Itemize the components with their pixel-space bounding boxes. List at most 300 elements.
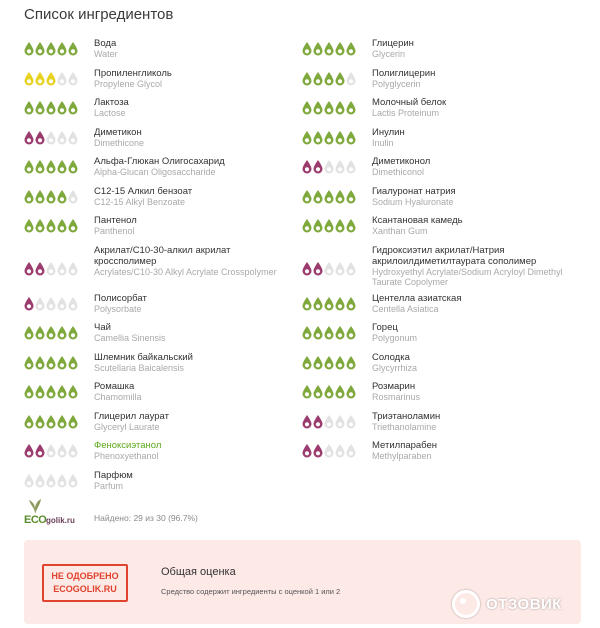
rating-drops bbox=[302, 262, 372, 276]
ingredient-row[interactable] bbox=[24, 127, 294, 157]
rating-drops bbox=[302, 156, 372, 178]
ingredient-name-lat: Polyglycerin bbox=[372, 78, 421, 89]
ingredient-row[interactable] bbox=[24, 293, 294, 323]
drop-filled-icon bbox=[35, 326, 45, 340]
ingredient-row[interactable] bbox=[24, 156, 294, 186]
ingredient-name-lat: Glycerin bbox=[372, 49, 406, 59]
ingredient-name-ru: Триэтаноламин bbox=[372, 410, 441, 422]
ingredient-row[interactable] bbox=[302, 97, 592, 127]
drop-filled-icon bbox=[57, 356, 67, 370]
drop-empty-icon bbox=[346, 72, 356, 86]
ingredient-names bbox=[94, 381, 142, 402]
ingredient-names bbox=[94, 156, 225, 177]
drop-filled-icon bbox=[302, 131, 312, 145]
drop-empty-icon bbox=[346, 160, 356, 174]
ingredient-name-lat: Parfum bbox=[94, 480, 124, 491]
ingredient-name-lat: Dimethiconol bbox=[372, 167, 425, 177]
drop-filled-icon bbox=[35, 190, 45, 204]
drop-filled-icon bbox=[24, 326, 34, 340]
ecogolik-logo[interactable] bbox=[24, 506, 80, 530]
ingredient-name-lat: Methylparaben bbox=[372, 451, 432, 461]
ingredient-row[interactable] bbox=[302, 440, 592, 470]
ingredient-name-lat: Xanthan Gum bbox=[372, 226, 428, 236]
ingredient-name-lat: Lactose bbox=[94, 108, 126, 118]
ingredient-names bbox=[372, 186, 456, 207]
drop-filled-icon bbox=[46, 356, 56, 370]
drop-empty-icon bbox=[346, 444, 356, 458]
drop-filled-icon bbox=[68, 160, 78, 174]
ingredient-name-lat: Scutellaria Baicalensis bbox=[94, 362, 185, 373]
drop-filled-icon bbox=[57, 219, 67, 233]
drop-filled-icon bbox=[35, 72, 45, 86]
drop-filled-icon bbox=[24, 131, 34, 145]
ingredient-names bbox=[372, 440, 437, 461]
ingredient-name-lat: Lactis Proteinum bbox=[372, 108, 440, 118]
ingredient-names bbox=[94, 127, 144, 148]
drop-empty-icon bbox=[68, 72, 78, 86]
rating-drops bbox=[24, 68, 94, 90]
ingredient-row[interactable] bbox=[24, 470, 294, 500]
drop-empty-icon bbox=[335, 415, 345, 429]
drop-filled-icon bbox=[46, 101, 56, 115]
drop-filled-icon bbox=[313, 101, 323, 115]
ingredient-name-lat: Dimethicone bbox=[94, 137, 145, 148]
drop-filled-icon bbox=[57, 326, 67, 340]
drop-filled-icon bbox=[335, 219, 345, 233]
drop-filled-icon bbox=[35, 444, 45, 458]
rating-drops bbox=[302, 127, 372, 149]
drop-filled-icon bbox=[313, 356, 323, 370]
drop-filled-icon bbox=[46, 42, 56, 56]
drop-empty-icon bbox=[57, 72, 67, 86]
stamp-line1: НЕ ОДОБРЕНО bbox=[51, 571, 119, 581]
drop-empty-icon bbox=[68, 131, 78, 145]
ingredient-row[interactable] bbox=[302, 127, 592, 157]
ingredient-name-ru: C12-15 Алкил бензоат bbox=[94, 185, 193, 197]
drop-empty-icon bbox=[46, 131, 56, 145]
otzovik-logo-icon bbox=[452, 590, 480, 618]
ingredient-row[interactable] bbox=[302, 245, 592, 293]
ingredient-name-ru: Чай bbox=[94, 322, 111, 333]
ingredient-names bbox=[94, 186, 192, 207]
drop-filled-icon bbox=[335, 42, 345, 56]
ingredient-name-ru: Пропиленгликоль bbox=[94, 67, 172, 79]
drop-filled-icon bbox=[46, 72, 56, 86]
drop-filled-icon bbox=[335, 101, 345, 115]
ingredient-name-lat: Glycyrrhiza bbox=[372, 362, 418, 373]
drop-empty-icon bbox=[57, 131, 67, 145]
drop-filled-icon bbox=[68, 42, 78, 56]
drop-filled-icon bbox=[35, 219, 45, 233]
drop-empty-icon bbox=[46, 444, 56, 458]
ingredient-name-lat: Sodium Hyaluronate bbox=[372, 196, 454, 207]
ingredient-row[interactable] bbox=[302, 352, 592, 382]
ingredient-name-lat: Polysorbate bbox=[94, 303, 142, 314]
ingredient-name-lat: Propylene Glycol bbox=[94, 78, 163, 89]
drop-filled-icon bbox=[335, 326, 345, 340]
drop-filled-icon bbox=[302, 190, 312, 204]
ingredient-row[interactable] bbox=[302, 68, 592, 98]
ingredient-name-lat: Inulin bbox=[372, 137, 394, 148]
rating-drops bbox=[24, 156, 94, 178]
drop-empty-icon bbox=[68, 297, 78, 311]
drop-filled-icon bbox=[324, 101, 334, 115]
drop-filled-icon bbox=[24, 262, 34, 276]
rating-drops bbox=[24, 127, 94, 149]
drop-filled-icon bbox=[313, 444, 323, 458]
ingredient-names bbox=[372, 156, 430, 177]
drop-filled-icon bbox=[68, 326, 78, 340]
ingredient-name-ru: Вода bbox=[94, 38, 117, 49]
drop-filled-icon bbox=[313, 131, 323, 145]
ingredient-names bbox=[372, 215, 463, 236]
ingredient-name-ru: Ромашка bbox=[94, 381, 135, 392]
ingredient-row[interactable] bbox=[24, 215, 294, 245]
drop-filled-icon bbox=[324, 356, 334, 370]
ingredient-row[interactable] bbox=[302, 322, 592, 352]
drop-filled-icon bbox=[302, 444, 312, 458]
drop-filled-icon bbox=[35, 42, 45, 56]
drop-filled-icon bbox=[346, 42, 356, 56]
drop-filled-icon bbox=[313, 415, 323, 429]
ingredient-names bbox=[94, 215, 137, 236]
drop-filled-icon bbox=[302, 326, 312, 340]
ingredient-name-ru: Глицерин bbox=[372, 38, 414, 49]
rating-drops bbox=[24, 215, 94, 237]
drop-empty-icon bbox=[335, 262, 345, 276]
rating-drops bbox=[24, 38, 94, 60]
drop-filled-icon bbox=[24, 42, 34, 56]
drop-filled-icon bbox=[46, 385, 56, 399]
ingredient-name-lat: Hydroxyethyl Acrylate/Sodium Acryloyl Dimethyl Taurate Copolymer bbox=[372, 266, 563, 287]
drop-filled-icon bbox=[313, 219, 323, 233]
drop-filled-icon bbox=[302, 415, 312, 429]
drop-empty-icon bbox=[324, 160, 334, 174]
rating-drops bbox=[24, 186, 94, 208]
drop-filled-icon bbox=[346, 326, 356, 340]
drop-filled-icon bbox=[46, 160, 56, 174]
ingredient-name-ru: Альфа-Глюкан Олигосахарид bbox=[94, 156, 225, 167]
drop-filled-icon bbox=[346, 101, 356, 115]
ingredient-names bbox=[94, 470, 133, 491]
ingredient-name-ru: Инулин bbox=[372, 126, 405, 138]
ingredient-name-lat: Alpha-Glucan Oligosaccharide bbox=[94, 167, 216, 177]
drop-filled-icon bbox=[68, 219, 78, 233]
ingredient-name-lat: Polygonum bbox=[372, 333, 418, 343]
drop-filled-icon bbox=[302, 385, 312, 399]
ingredient-names bbox=[372, 322, 417, 343]
drop-filled-icon bbox=[335, 385, 345, 399]
ingredient-name-ru: Полиглицерин bbox=[372, 67, 436, 79]
rating-drops bbox=[24, 381, 94, 403]
rating-drops bbox=[302, 440, 372, 462]
drop-filled-icon bbox=[35, 385, 45, 399]
ingredient-name-ru: Шлемник байкальский bbox=[94, 351, 193, 363]
ingredient-name-ru: Акрилат/C10-30-алкил акрилат кроссполимер bbox=[94, 244, 231, 267]
drop-filled-icon bbox=[313, 190, 323, 204]
ingredient-names bbox=[372, 411, 440, 432]
rating-drops bbox=[24, 352, 94, 374]
drop-filled-icon bbox=[313, 326, 323, 340]
drop-filled-icon bbox=[324, 297, 334, 311]
drop-filled-icon bbox=[324, 131, 334, 145]
ingredient-name-ru: Центелла азиатская bbox=[372, 292, 462, 304]
ingredient-row[interactable] bbox=[24, 440, 294, 470]
rating-drops bbox=[24, 322, 94, 344]
ingredient-name-ru: Феноксиэтанол bbox=[94, 440, 162, 451]
drop-empty-icon bbox=[24, 474, 34, 488]
found-summary bbox=[24, 506, 198, 530]
drop-filled-icon bbox=[35, 356, 45, 370]
stamp-line2: ECOGOLIK.RU bbox=[53, 584, 117, 594]
leaf-icon bbox=[28, 498, 42, 514]
rating-drops bbox=[24, 411, 94, 433]
rating-drops bbox=[24, 97, 94, 119]
ingredient-name-lat: Panthenol bbox=[94, 226, 135, 236]
drop-empty-icon bbox=[68, 474, 78, 488]
ingredient-name-ru: Гидроксиэтил акрилат/Натрия акрилоилдиметилтаурата сополимер bbox=[372, 244, 537, 267]
ingredient-name-ru: Лактоза bbox=[94, 97, 129, 108]
drop-filled-icon bbox=[313, 385, 323, 399]
drop-filled-icon bbox=[35, 160, 45, 174]
found-text: Найдено: 29 из 30 (96.7%) bbox=[94, 513, 198, 523]
ingredient-name-ru: Солодка bbox=[372, 351, 410, 363]
drop-filled-icon bbox=[68, 101, 78, 115]
rating-drops bbox=[24, 262, 94, 276]
rating-drops bbox=[24, 470, 94, 492]
rating-drops bbox=[302, 322, 372, 344]
drop-filled-icon bbox=[324, 219, 334, 233]
ingredient-row[interactable] bbox=[24, 322, 294, 352]
rating-drops bbox=[302, 68, 372, 90]
drop-filled-icon bbox=[24, 101, 34, 115]
drop-filled-icon bbox=[35, 415, 45, 429]
ingredient-name-lat: Acrylates/C10-30 Alkyl Acrylate Crosspolymer bbox=[94, 266, 277, 277]
drop-filled-icon bbox=[302, 72, 312, 86]
ingredient-row[interactable] bbox=[302, 156, 592, 186]
drop-filled-icon bbox=[313, 160, 323, 174]
drop-filled-icon bbox=[24, 72, 34, 86]
ingredient-names bbox=[94, 38, 118, 59]
drop-filled-icon bbox=[302, 219, 312, 233]
drop-filled-icon bbox=[57, 385, 67, 399]
ingredient-row[interactable] bbox=[302, 186, 592, 216]
ingredient-name-lat: Rosmarinus bbox=[372, 392, 421, 402]
drop-filled-icon bbox=[302, 101, 312, 115]
ingredient-name-ru: Розмарин bbox=[372, 381, 416, 392]
ingredient-name-lat: Phenoxyethanol bbox=[94, 451, 159, 461]
drop-filled-icon bbox=[57, 42, 67, 56]
drop-empty-icon bbox=[35, 297, 45, 311]
ingredient-name-lat: Water bbox=[94, 49, 118, 59]
drop-filled-icon bbox=[68, 356, 78, 370]
rating-drops bbox=[24, 293, 94, 315]
drop-empty-icon bbox=[57, 262, 67, 276]
ingredient-name-ru: Полисорбат bbox=[94, 292, 147, 304]
ingredient-name-ru: Глицерил лаурат bbox=[94, 410, 169, 422]
drop-filled-icon bbox=[24, 356, 34, 370]
ingredient-row[interactable] bbox=[24, 38, 294, 68]
drop-empty-icon bbox=[346, 415, 356, 429]
drop-filled-icon bbox=[324, 42, 334, 56]
ingredients-right-column bbox=[302, 38, 592, 470]
ingredient-row[interactable] bbox=[24, 186, 294, 216]
rating-drops bbox=[302, 215, 372, 237]
drop-filled-icon bbox=[335, 356, 345, 370]
ingredient-names bbox=[94, 411, 169, 432]
ingredient-names bbox=[372, 68, 435, 89]
ingredient-names bbox=[372, 293, 461, 314]
not-approved-stamp bbox=[42, 564, 128, 602]
drop-filled-icon bbox=[346, 131, 356, 145]
drop-empty-icon bbox=[68, 190, 78, 204]
drop-filled-icon bbox=[46, 219, 56, 233]
ingredient-names bbox=[94, 440, 161, 461]
ingredient-names bbox=[94, 352, 193, 373]
ingredient-row[interactable] bbox=[302, 215, 592, 245]
drop-filled-icon bbox=[335, 131, 345, 145]
ingredient-name-ru: Метилпарабен bbox=[372, 440, 438, 451]
ingredient-name-lat: C12-15 Alkyl Benzoate bbox=[94, 196, 186, 207]
drop-filled-icon bbox=[57, 190, 67, 204]
drop-filled-icon bbox=[335, 72, 345, 86]
drop-empty-icon bbox=[57, 474, 67, 488]
rating-drops bbox=[302, 38, 372, 60]
drop-filled-icon bbox=[324, 326, 334, 340]
ingredient-name-ru: Диметикон bbox=[94, 126, 142, 138]
drop-filled-icon bbox=[46, 326, 56, 340]
drop-empty-icon bbox=[35, 474, 45, 488]
drop-filled-icon bbox=[324, 385, 334, 399]
drop-filled-icon bbox=[68, 415, 78, 429]
ingredient-names bbox=[94, 245, 294, 277]
ingredient-name-ru: Горец bbox=[372, 322, 398, 333]
ingredients-left-column bbox=[24, 38, 294, 499]
drop-filled-icon bbox=[302, 262, 312, 276]
drop-empty-icon bbox=[324, 444, 334, 458]
ingredient-name-ru: Парфюм bbox=[94, 469, 133, 481]
ingredient-names bbox=[372, 127, 405, 148]
otzovik-watermark bbox=[452, 590, 562, 618]
overall-title: Общая оценка bbox=[161, 566, 236, 578]
drop-filled-icon bbox=[313, 72, 323, 86]
ingredient-name-lat: Centella Asiatica bbox=[372, 303, 439, 314]
ingredient-names bbox=[94, 293, 147, 314]
drop-empty-icon bbox=[57, 297, 67, 311]
drop-filled-icon bbox=[46, 415, 56, 429]
rating-drops bbox=[302, 97, 372, 119]
rating-drops bbox=[302, 186, 372, 208]
drop-empty-icon bbox=[335, 160, 345, 174]
ingredient-row[interactable] bbox=[24, 381, 294, 411]
ingredient-row[interactable] bbox=[302, 293, 592, 323]
drop-filled-icon bbox=[302, 160, 312, 174]
drop-empty-icon bbox=[46, 297, 56, 311]
ingredient-names bbox=[372, 381, 420, 402]
drop-filled-icon bbox=[24, 219, 34, 233]
drop-empty-icon bbox=[346, 262, 356, 276]
drop-empty-icon bbox=[46, 262, 56, 276]
ingredient-name-ru: Гиалуронат натрия bbox=[372, 185, 456, 197]
drop-filled-icon bbox=[346, 356, 356, 370]
drop-empty-icon bbox=[335, 444, 345, 458]
drop-filled-icon bbox=[346, 190, 356, 204]
drop-filled-icon bbox=[24, 160, 34, 174]
ingredient-row[interactable] bbox=[24, 411, 294, 441]
drop-filled-icon bbox=[57, 160, 67, 174]
drop-filled-icon bbox=[302, 297, 312, 311]
overall-subtitle: Средство содержит ингредиенты с оценкой 1 или 2 bbox=[161, 587, 341, 596]
ingredient-row[interactable] bbox=[302, 38, 592, 68]
drop-empty-icon bbox=[324, 262, 334, 276]
ingredient-names bbox=[372, 245, 592, 287]
drop-filled-icon bbox=[35, 131, 45, 145]
ingredient-name-ru: Молочный белок bbox=[372, 97, 447, 108]
drop-filled-icon bbox=[46, 190, 56, 204]
logo-golik: golik.ru bbox=[46, 516, 75, 525]
drop-filled-icon bbox=[335, 190, 345, 204]
ingredient-row[interactable] bbox=[24, 68, 294, 98]
logo-eco: ECO bbox=[24, 514, 47, 526]
drop-filled-icon bbox=[57, 101, 67, 115]
drop-filled-icon bbox=[57, 415, 67, 429]
drop-empty-icon bbox=[68, 444, 78, 458]
ingredient-name-ru: Пантенол bbox=[94, 215, 137, 226]
drop-empty-icon bbox=[68, 262, 78, 276]
drop-filled-icon bbox=[324, 72, 334, 86]
page-title: Список ингредиентов bbox=[24, 6, 174, 23]
drop-filled-icon bbox=[346, 219, 356, 233]
drop-empty-icon bbox=[324, 415, 334, 429]
ingredient-name-lat: Triethanolamine bbox=[372, 421, 437, 432]
ingredient-names bbox=[94, 68, 172, 89]
drop-filled-icon bbox=[313, 42, 323, 56]
ingredient-name-ru: Ксантановая камедь bbox=[372, 215, 463, 226]
drop-filled-icon bbox=[302, 42, 312, 56]
drop-filled-icon bbox=[324, 190, 334, 204]
drop-filled-icon bbox=[335, 297, 345, 311]
ingredient-name-lat: Glyceryl Laurate bbox=[94, 421, 160, 432]
rating-drops bbox=[302, 411, 372, 433]
ingredient-row[interactable] bbox=[302, 381, 592, 411]
drop-filled-icon bbox=[24, 385, 34, 399]
drop-filled-icon bbox=[313, 262, 323, 276]
rating-drops bbox=[302, 352, 372, 374]
ingredient-name-lat: Chamomilla bbox=[94, 392, 142, 402]
ingredient-row[interactable] bbox=[24, 245, 294, 293]
drop-filled-icon bbox=[346, 297, 356, 311]
ingredient-name-lat: Camellia Sinensis bbox=[94, 333, 166, 343]
ingredient-names bbox=[94, 322, 166, 343]
ingredient-names bbox=[372, 38, 414, 59]
drop-filled-icon bbox=[24, 297, 34, 311]
rating-drops bbox=[302, 381, 372, 403]
drop-filled-icon bbox=[68, 385, 78, 399]
drop-filled-icon bbox=[24, 444, 34, 458]
ingredient-row[interactable] bbox=[302, 411, 592, 441]
drop-filled-icon bbox=[35, 262, 45, 276]
drop-filled-icon bbox=[313, 297, 323, 311]
drop-filled-icon bbox=[24, 415, 34, 429]
ingredient-row[interactable] bbox=[24, 352, 294, 382]
ingredient-names bbox=[372, 97, 446, 118]
watermark-text: ОТЗОВИК bbox=[486, 595, 562, 613]
ingredient-names bbox=[372, 352, 417, 373]
ingredient-row[interactable] bbox=[24, 97, 294, 127]
drop-filled-icon bbox=[302, 356, 312, 370]
drop-filled-icon bbox=[24, 190, 34, 204]
drop-empty-icon bbox=[57, 444, 67, 458]
